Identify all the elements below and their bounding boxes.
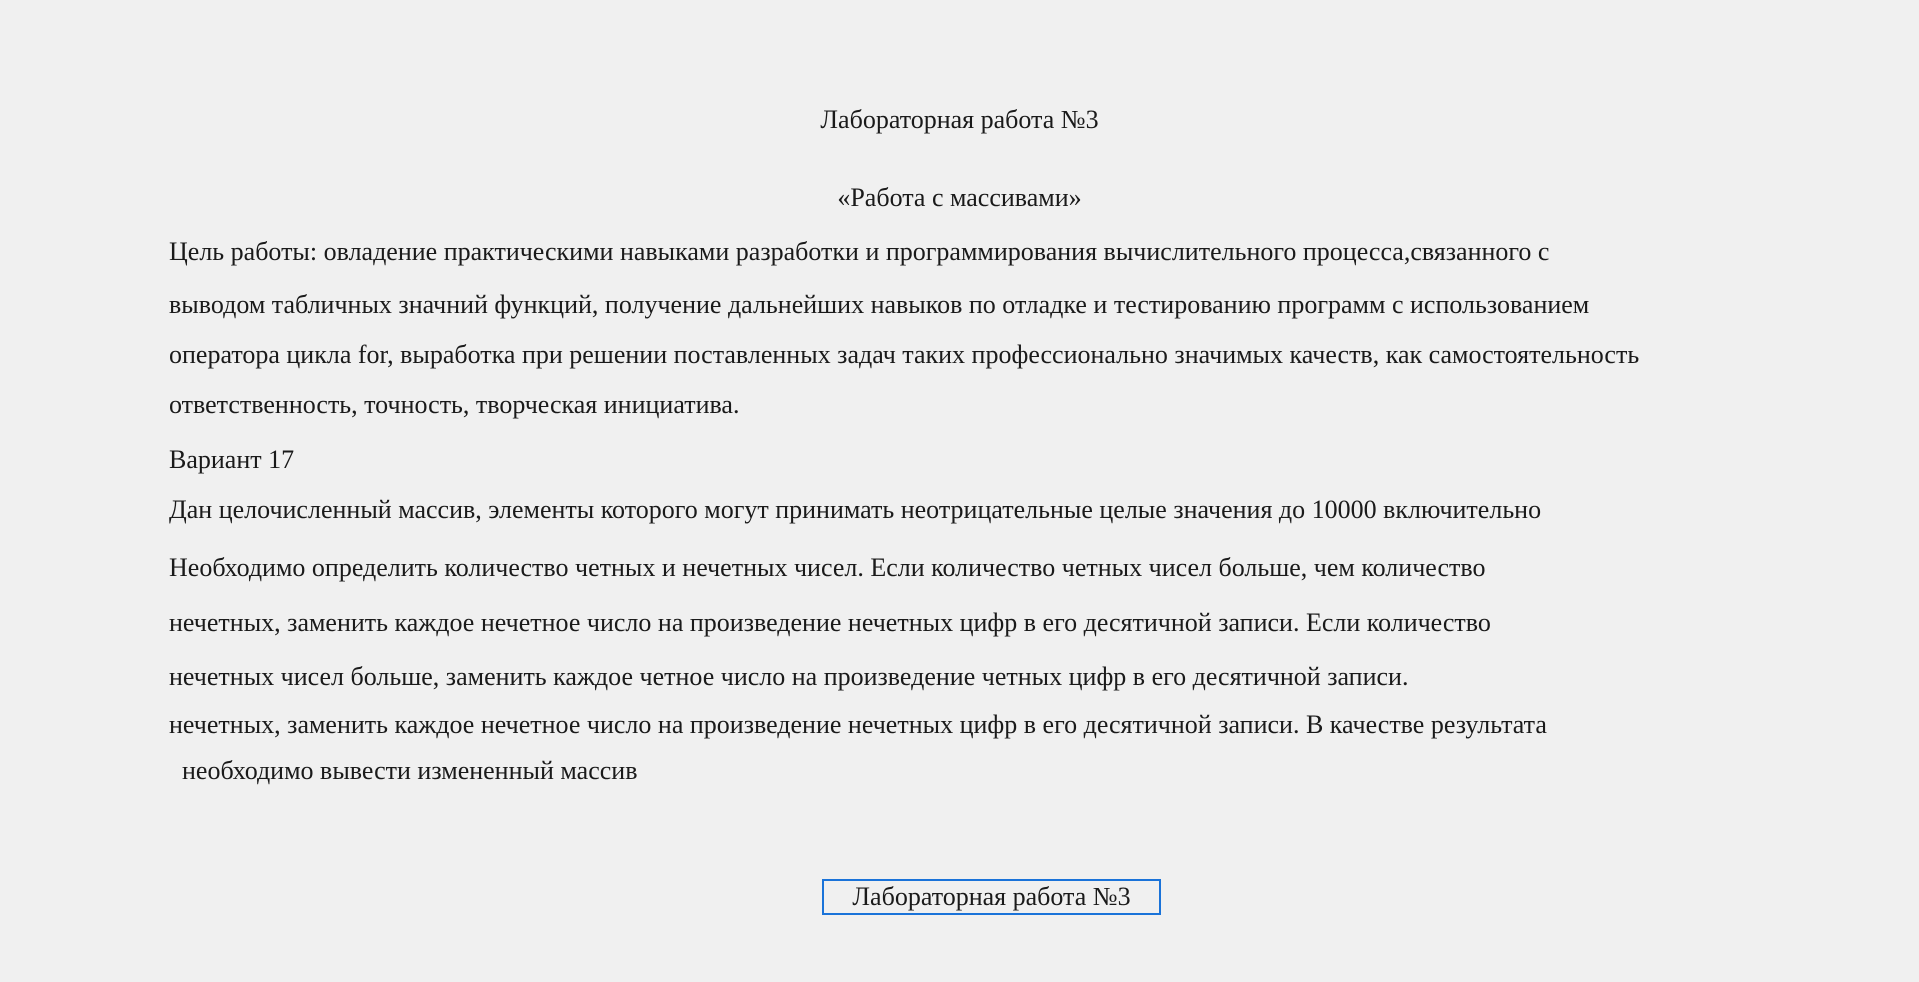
lab-work-button[interactable]: Лабораторная работа №3 [822, 879, 1161, 915]
variant-label: Вариант 17 [169, 445, 295, 474]
goal-line-1: Цель работы: овладение практическими навыками разработки и программирования вычислительного процесса,связанного с [169, 237, 1550, 266]
goal-line-4: ответственность, точность, творческая инициатива. [169, 390, 740, 419]
task-line-6: необходимо вывести измененный массив [169, 756, 638, 785]
task-line-3: нечетных, заменить каждое нечетное число на произведение нечетных цифр в его десятичной записи. Если количество [169, 608, 1491, 637]
task-line-1: Дан целочисленный массив, элементы которого могут принимать неотрицательные целые значения до 10000 включительно [169, 495, 1542, 524]
task-line-2: Необходимо определить количество четных и нечетных чисел. Если количество четных чисел больше, чем количество [169, 553, 1486, 582]
goal-line-2: выводом табличных значний функций, получение дальнейших навыков по отладке и тестированию программ с использованием [169, 290, 1590, 319]
page-title: Лабораторная работа №3 [820, 105, 1099, 134]
page-subtitle: «Работа с массивами» [837, 183, 1082, 212]
task-line-5: нечетных, заменить каждое нечетное число на произведение нечетных цифр в его десятичной записи. В качестве результата [169, 710, 1547, 739]
goal-line-3: оператора цикла for, выработка при решении поставленных задач таких профессионально значимых качеств, как самостоятельность [169, 340, 1640, 369]
task-line-4: нечетных чисел больше, заменить каждое четное число на произведение четных цифр в его десятичной записи. [169, 662, 1409, 691]
